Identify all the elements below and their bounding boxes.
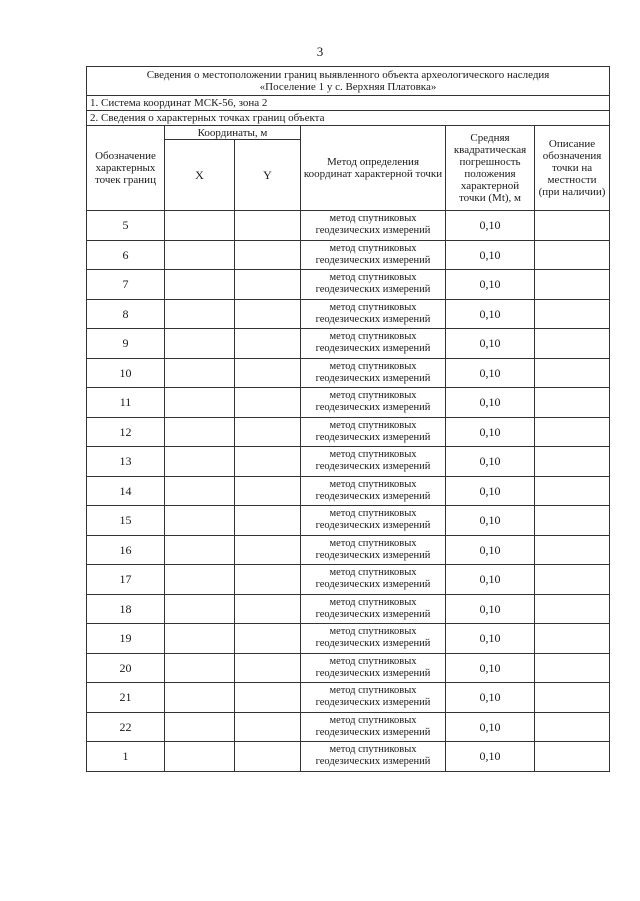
y-cell xyxy=(235,211,301,241)
error-cell: 0,10 xyxy=(446,388,535,418)
method-line-2: геодезических измерений xyxy=(315,726,431,738)
y-cell xyxy=(235,299,301,329)
point-cell: 16 xyxy=(87,535,165,565)
description-cell xyxy=(535,683,610,713)
method-line-2: геодезических измерений xyxy=(315,608,431,620)
y-cell xyxy=(235,535,301,565)
method-line-1: метод спутниковых xyxy=(329,390,417,402)
table-row xyxy=(87,565,610,595)
y-cell xyxy=(235,624,301,654)
method-line-1: метод спутниковых xyxy=(329,596,417,608)
method-line-2: геодезических измерений xyxy=(315,343,431,355)
method-cell xyxy=(301,270,446,300)
point-cell: 21 xyxy=(87,683,165,713)
x-cell xyxy=(165,712,235,742)
method-cell xyxy=(301,594,446,624)
header-method: Метод определения координат характерной точки xyxy=(301,126,446,211)
table-row xyxy=(87,506,610,536)
point-cell: 14 xyxy=(87,476,165,506)
point-cell: 12 xyxy=(87,417,165,447)
y-cell xyxy=(235,417,301,447)
description-cell xyxy=(535,211,610,241)
method-cell xyxy=(301,535,446,565)
description-cell xyxy=(535,417,610,447)
point-cell: 19 xyxy=(87,624,165,654)
description-cell xyxy=(535,329,610,359)
method-line-1: метод спутниковых xyxy=(329,419,417,431)
table-row xyxy=(87,476,610,506)
description-cell xyxy=(535,447,610,477)
error-cell: 0,10 xyxy=(446,653,535,683)
method-cell xyxy=(301,624,446,654)
method-line-1: метод спутниковых xyxy=(329,537,417,549)
method-line-1: метод спутниковых xyxy=(329,242,417,254)
error-cell: 0,10 xyxy=(446,240,535,270)
point-cell: 5 xyxy=(87,211,165,241)
table-row xyxy=(87,447,610,477)
x-cell xyxy=(165,240,235,270)
table-row xyxy=(87,653,610,683)
table-row xyxy=(87,299,610,329)
x-cell xyxy=(165,535,235,565)
table-row xyxy=(87,270,610,300)
description-cell xyxy=(535,270,610,300)
table-row xyxy=(87,358,610,388)
method-line-1: метод спутниковых xyxy=(329,213,417,225)
point-cell: 17 xyxy=(87,565,165,595)
table-row xyxy=(87,594,610,624)
method-line-2: геодезических измерений xyxy=(315,372,431,384)
x-cell xyxy=(165,742,235,772)
title-line-1: Сведения о местоположении границ выявленного объекта археологического наследия xyxy=(146,69,550,81)
point-cell: 8 xyxy=(87,299,165,329)
error-cell: 0,10 xyxy=(446,712,535,742)
header-x: X xyxy=(165,140,235,211)
description-cell xyxy=(535,506,610,536)
description-cell xyxy=(535,624,610,654)
method-line-1: метод спутниковых xyxy=(329,685,417,697)
method-line-1: метод спутниковых xyxy=(329,567,417,579)
method-line-1: метод спутниковых xyxy=(329,744,417,756)
table-row xyxy=(87,329,610,359)
method-cell xyxy=(301,653,446,683)
method-line-1: метод спутниковых xyxy=(329,331,417,343)
method-line-2: геодезических измерений xyxy=(315,638,431,650)
method-cell xyxy=(301,299,446,329)
x-cell xyxy=(165,476,235,506)
y-cell xyxy=(235,565,301,595)
description-cell xyxy=(535,299,610,329)
y-cell xyxy=(235,447,301,477)
error-cell: 0,10 xyxy=(446,535,535,565)
y-cell xyxy=(235,240,301,270)
method-line-2: геодезических измерений xyxy=(315,579,431,591)
table-row xyxy=(87,240,610,270)
point-cell: 13 xyxy=(87,447,165,477)
error-cell: 0,10 xyxy=(446,506,535,536)
error-cell: 0,10 xyxy=(446,211,535,241)
error-cell: 0,10 xyxy=(446,594,535,624)
header-description: Описание обозначения точки на местности (при наличии) xyxy=(535,126,610,211)
boundary-points-table xyxy=(86,66,610,772)
method-cell xyxy=(301,476,446,506)
table-row xyxy=(87,417,610,447)
method-line-2: геодезических измерений xyxy=(315,402,431,414)
method-line-2: геодезических измерений xyxy=(315,254,431,266)
x-cell xyxy=(165,653,235,683)
method-cell xyxy=(301,447,446,477)
description-cell xyxy=(535,388,610,418)
method-line-1: метод спутниковых xyxy=(329,655,417,667)
method-line-2: геодезических измерений xyxy=(315,284,431,296)
section-coordinate-system: 1. Система координат МСК-56, зона 2 xyxy=(87,96,610,111)
y-cell xyxy=(235,506,301,536)
method-cell xyxy=(301,211,446,241)
point-cell: 9 xyxy=(87,329,165,359)
error-cell: 0,10 xyxy=(446,447,535,477)
y-cell xyxy=(235,270,301,300)
x-cell xyxy=(165,211,235,241)
method-cell xyxy=(301,329,446,359)
error-cell: 0,10 xyxy=(446,329,535,359)
y-cell xyxy=(235,712,301,742)
x-cell xyxy=(165,358,235,388)
error-cell: 0,10 xyxy=(446,358,535,388)
y-cell xyxy=(235,329,301,359)
method-line-1: метод спутниковых xyxy=(329,626,417,638)
method-cell xyxy=(301,683,446,713)
description-cell xyxy=(535,594,610,624)
point-cell: 10 xyxy=(87,358,165,388)
y-cell xyxy=(235,358,301,388)
method-cell xyxy=(301,358,446,388)
method-cell xyxy=(301,417,446,447)
header-designation: Обозначение характерных точек границ xyxy=(87,126,165,211)
description-cell xyxy=(535,240,610,270)
method-line-1: метод спутниковых xyxy=(329,360,417,372)
method-line-1: метод спутниковых xyxy=(329,478,417,490)
point-cell: 11 xyxy=(87,388,165,418)
x-cell xyxy=(165,565,235,595)
table-row xyxy=(87,535,610,565)
point-cell: 22 xyxy=(87,712,165,742)
y-cell xyxy=(235,388,301,418)
x-cell xyxy=(165,329,235,359)
method-cell xyxy=(301,240,446,270)
x-cell xyxy=(165,417,235,447)
description-cell xyxy=(535,712,610,742)
point-cell: 6 xyxy=(87,240,165,270)
x-cell xyxy=(165,594,235,624)
method-cell xyxy=(301,565,446,595)
x-cell xyxy=(165,388,235,418)
method-cell xyxy=(301,742,446,772)
error-cell: 0,10 xyxy=(446,299,535,329)
method-line-2: геодезических измерений xyxy=(315,431,431,443)
table-row xyxy=(87,683,610,713)
point-cell: 15 xyxy=(87,506,165,536)
method-line-2: геодезических измерений xyxy=(315,313,431,325)
description-cell xyxy=(535,653,610,683)
method-line-2: геодезических измерений xyxy=(315,667,431,679)
header-coordinates: Координаты, м xyxy=(165,126,301,140)
description-cell xyxy=(535,535,610,565)
method-line-2: геодезических измерений xyxy=(315,490,431,502)
point-cell: 1 xyxy=(87,742,165,772)
table-row xyxy=(87,388,610,418)
error-cell: 0,10 xyxy=(446,476,535,506)
table-row xyxy=(87,624,610,654)
page-number: 3 xyxy=(316,44,324,59)
method-line-2: геодезических измерений xyxy=(315,461,431,473)
x-cell xyxy=(165,270,235,300)
method-line-2: геодезических измерений xyxy=(315,225,431,237)
description-cell xyxy=(535,358,610,388)
description-cell xyxy=(535,565,610,595)
x-cell xyxy=(165,683,235,713)
point-cell: 7 xyxy=(87,270,165,300)
y-cell xyxy=(235,742,301,772)
method-cell xyxy=(301,712,446,742)
method-line-1: метод спутниковых xyxy=(329,301,417,313)
method-cell xyxy=(301,506,446,536)
method-line-2: геодезических измерений xyxy=(315,756,431,768)
table-row xyxy=(87,742,610,772)
method-line-1: метод спутниковых xyxy=(329,714,417,726)
table-title xyxy=(87,67,610,96)
description-cell xyxy=(535,742,610,772)
point-cell: 20 xyxy=(87,653,165,683)
error-cell: 0,10 xyxy=(446,624,535,654)
section-points: 2. Сведения о характерных точках границ объекта xyxy=(87,111,610,126)
method-line-2: геодезических измерений xyxy=(315,520,431,532)
error-cell: 0,10 xyxy=(446,742,535,772)
y-cell xyxy=(235,653,301,683)
header-error: Средняя квадратическая погрешность положения характерной точки (Mt), м xyxy=(446,126,535,211)
error-cell: 0,10 xyxy=(446,683,535,713)
x-cell xyxy=(165,624,235,654)
header-y: Y xyxy=(235,140,301,211)
point-cell: 18 xyxy=(87,594,165,624)
x-cell xyxy=(165,447,235,477)
description-cell xyxy=(535,476,610,506)
error-cell: 0,10 xyxy=(446,270,535,300)
table-row xyxy=(87,211,610,241)
table-row xyxy=(87,712,610,742)
title-line-2: «Поселение 1 у с. Верхняя Платовка» xyxy=(259,81,437,93)
x-cell xyxy=(165,299,235,329)
y-cell xyxy=(235,594,301,624)
method-line-2: геодезических измерений xyxy=(315,697,431,709)
error-cell: 0,10 xyxy=(446,417,535,447)
method-cell xyxy=(301,388,446,418)
method-line-1: метод спутниковых xyxy=(329,272,417,284)
y-cell xyxy=(235,683,301,713)
method-line-1: метод спутниковых xyxy=(329,449,417,461)
method-line-2: геодезических измерений xyxy=(315,549,431,561)
x-cell xyxy=(165,506,235,536)
error-cell: 0,10 xyxy=(446,565,535,595)
method-line-1: метод спутниковых xyxy=(329,508,417,520)
y-cell xyxy=(235,476,301,506)
